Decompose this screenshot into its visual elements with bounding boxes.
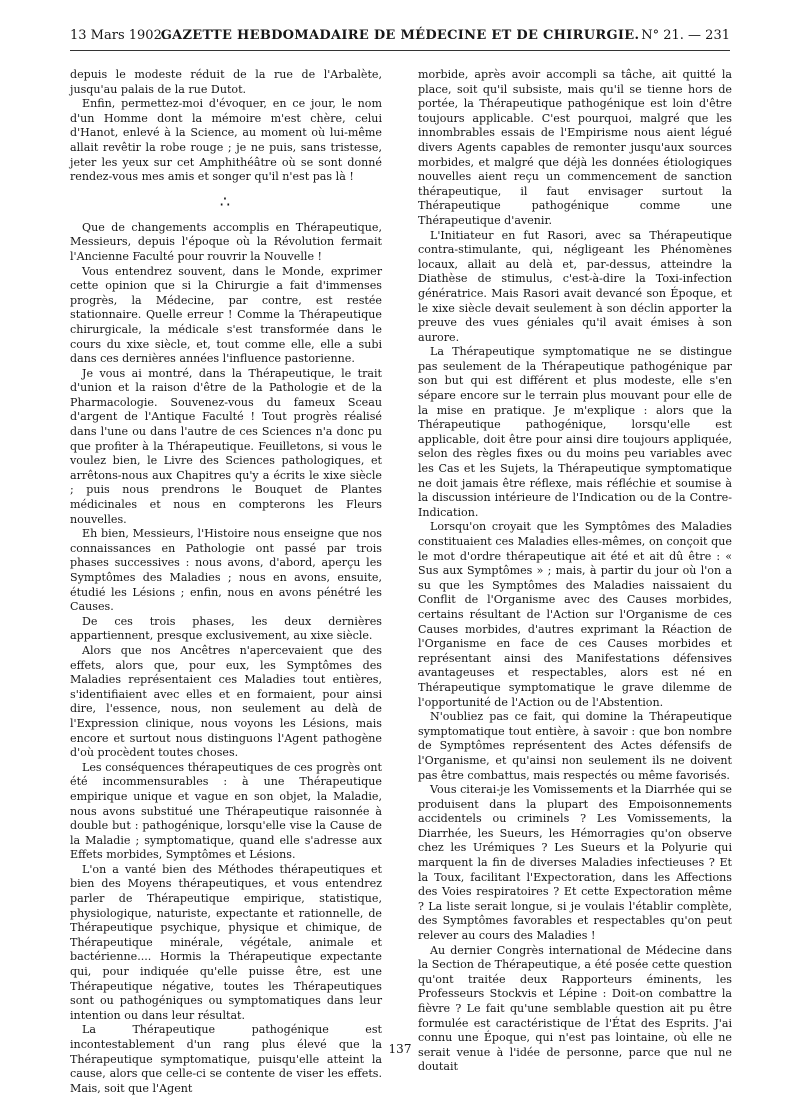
paragraph: Les conséquences thérapeutiques de ces progrès ont été incommensurables : à une Thérapeutique empirique unique et vague en son objet, la Maladie, nous avons substitué une Thérapeutique raisonnée à double but : pathogénique, lorsqu'elle vise la Cause de la Maladie ; symptomatique, quand elle s'adresse aux Effets morbides, Symptômes et Lésions. <box>70 760 382 862</box>
paragraph: Eh bien, Messieurs, l'Histoire nous enseigne que nos connaissances en Pathologie ont passé par trois phases successives : nous avons, d'abord, aperçu les Symptômes des Maladies ; nous en avons, ensuite, étudié les Lésions ; enfin, nous en avons pénétré les Causes. <box>70 527 382 614</box>
paragraph: La Thérapeutique symptomatique ne se distingue pas seulement de la Thérapeutique pathogénique par son but qui est différent et plus modeste, elle s'en sépare encore sur le terrain plus mouvant pour elle de la mise en pratique. Je m'explique : alors que la Thérapeutique pathogénique, lorsqu'elle est applicable, doit être pour ainsi dire toujours appliquée, selon des règles fixes ou du moins peu variables avec les Cas et les Sujets, la Thérapeutique symptomatique ne doit jamais être réflexe, mais réfléchie et soumise à la discussion intérieure de l'Indication ou de la Contre-Indication. <box>418 345 732 519</box>
journal-title: GAZETTE HEBDOMADAIRE DE MÉDECINE ET DE CHIRURGIE. <box>160 28 640 43</box>
paragraph: Alors que nos Ancêtres n'apercevaient que des effets, alors que, pour eux, les Symptômes des Maladies représentaient ces Maladies tout entières, s'identifiaient avec elles et en formaient, pour ainsi dire, l'essence, nous, non seulement au delà de l'Expression clinique, nous voyons les Lésions, mais encore et surtout nous distinguons l'Agent pathogène d'où procèdent toutes choses. <box>70 643 382 760</box>
paragraph: Que de changements accomplis en Thérapeutique, Messieurs, depuis l'époque où la Révolution fermait l'Ancienne Faculté pour rouvrir la Nouvelle ! <box>70 220 382 263</box>
paragraph: De ces trois phases, les deux dernières appartiennent, presque exclusivement, au xixe siècle. <box>70 614 382 643</box>
right-column <box>418 68 732 1075</box>
issue-number: N° 21. — 231 <box>641 28 730 43</box>
paragraph: morbide, après avoir accompli sa tâche, ait quitté la place, soit qu'il subsiste, mais qu'il se tienne hors de portée, la Thérapeutique pathogénique est loin d'être toujours applicable. C'est pourquoi, malgré que les innombrables essais de l'Empirisme nous aient légué divers Agents capables de remonter jusqu'aux sources morbides, et malgré que déjà les données étiologiques nouvelles aient reçu un commencement de sanction thérapeutique, il faut envisager surtout la Thérapeutique pathogénique comme une Thérapeutique d'avenir. <box>418 68 732 227</box>
paragraph: depuis le modeste réduit de la rue de l'Arbalète, jusqu'au palais de la rue Dutot. <box>70 68 382 96</box>
paragraph: La Thérapeutique pathogénique est incontestablement d'un rang plus élevé que la Thérapeutique symptomatique, puisqu'elle atteint la cause, alors que celle-ci se contente de viser les effets. Mais, soit que l'Agent <box>70 1023 382 1095</box>
paragraph: Vous entendrez souvent, dans le Monde, exprimer cette opinion que si la Chirurgie a fait d'immenses progrès, la Médecine, par contre, est restée stationnaire. Quelle erreur ! Comme la Thérapeutique chirurgicale, la médicale s'est transformée dans le cours du xixe siècle, et, tout comme elle, elle a subi dans ces dernières années l'influence pastorienne. <box>70 264 382 366</box>
paragraph: Je vous ai montré, dans la Thérapeutique, le trait d'union et la raison d'être de la Pathologie et de la Pharmacologie. Souvenez-vous du fameux Sceau d'argent de l'Antique Faculté ! Tout progrès réalisé dans l'une ou dans l'autre de ces Sciences n'a donc pu que profiter à la Thérapeutique. Feuilletons, si vous le voulez bien, le Livre des Sciences pathologiques, et arrêtons-nous aux Chapitres qu'y a écrits le xixe siècle ; puis nous prendrons le Bouquet de Plantes médicinales et nous en compterons les Fleurs nouvelles. <box>70 366 382 526</box>
paragraph: Enfin, permettez-moi d'évoquer, en ce jour, le nom d'un Homme dont la mémoire m'est chère, celui d'Hanot, enlevé à la Science, au moment où lui-même allait revêtir la robe rouge ; je ne puis, sans tristesse, jeter les yeux sur cet Amphithéâtre où se sont donné rendez-vous mes amis et songer qu'il n'est pas là ! <box>70 97 382 184</box>
paragraph: L'on a vanté bien des Méthodes thérapeutiques et bien des Moyens thérapeutiques, et vous entendrez parler de Thérapeutique empirique, statistique, physiologique, naturiste, expectante et rationnelle, de Thérapeutique psychique, physique et chimique, de Thérapeutique minérale, végétale, animale et bactérienne.... Hormis la Thérapeutique expectante qui, pour indiquée qu'elle puisse être, est une Thérapeutique négative, toutes les Thérapeutiques sont ou pathogéniques ou symptomatiques dans leur intention ou dans leur résultat. <box>70 862 382 1022</box>
page-header <box>70 28 730 51</box>
header-date: 13 Mars 1902. <box>70 28 166 43</box>
left-column <box>70 68 382 1096</box>
paragraph: Vous citerai-je les Vomissements et la Diarrhée qui se produisent dans la plupart des Empoisonnements accidentels ou criminels ? Les Vomissements, la Diarrhée, les Sueurs, les Hémorragies qu'on observe chez les Urémiques ? Les Sueurs et la Polyurie qui marquent la fin de diverses Maladies infectieuses ? Et la Toux, facilitant l'Expectoration, dans les Affections des Voies respiratoires ? Et cette Expectoration même ? La liste serait longue, si je voulais l'établir complète, des Symptômes favorables et respectables qu'on peut relever au cours des Maladies ! <box>418 783 732 943</box>
paragraph: Lorsqu'on croyait que les Symptômes des Maladies constituaient ces Maladies elles-mêmes, on conçoit que le mot d'ordre thérapeutique ait été et ait dû être : « Sus aux Symptômes » ; mais, à partir du jour où l'on a su que les Symptômes des Maladies naissaient du Conflit de l'Organisme avec des Causes morbides, certains résultant de l'Action sur l'Organisme de ces Causes morbides, d'autres exprimant la Réaction de l'Organisme en face de ces Causes morbides et représentant ainsi des Manifestations défensives avantageuses et respectables, alors est né en Thérapeutique symptomatique le grave dilemme de l'opportunité de l'Action ou de l'Abstention. <box>418 520 732 709</box>
section-separator: ∴ <box>219 191 233 211</box>
page-number: 137 <box>388 1042 412 1056</box>
paragraph: Au dernier Congrès international de Médecine dans la Section de Thérapeutique, a été posée cette question qu'ont traitée deux Rapporteurs éminents, les Professeurs Stockvis et Lépine : Doit-on combattre la fièvre ? Le fait qu'une semblable question ait pu être formulée est caractéristique de l'État des Esprits. J'ai connu une Époque, qui n'est pas lointaine, où elle ne serait venue à l'idée de personne, parce que nul ne doutait <box>418 943 732 1074</box>
paragraph: N'oubliez pas ce fait, qui domine la Thérapeutique symptomatique tout entière, à savoir : que bon nombre de Symptômes représentent des Actes défensifs de l'Organisme, et qu'ainsi non seulement ils ne doivent pas être combattus, mais respectés ou même favorisés. <box>418 710 732 782</box>
paragraph: L'Initiateur en fut Rasori, avec sa Thérapeutique contra-stimulante, qui, négligeant les Phénomènes locaux, allait au delà et, par-dessus, atteindre la Diathèse de stimulus, c'est-à-dire la Toxi-infection génératrice. Mais Rasori avait devancé son Époque, et le xixe siècle devait seulement à son déclin apporter la preuve des vues géniales qu'il avait émises à son aurore. <box>418 228 732 344</box>
